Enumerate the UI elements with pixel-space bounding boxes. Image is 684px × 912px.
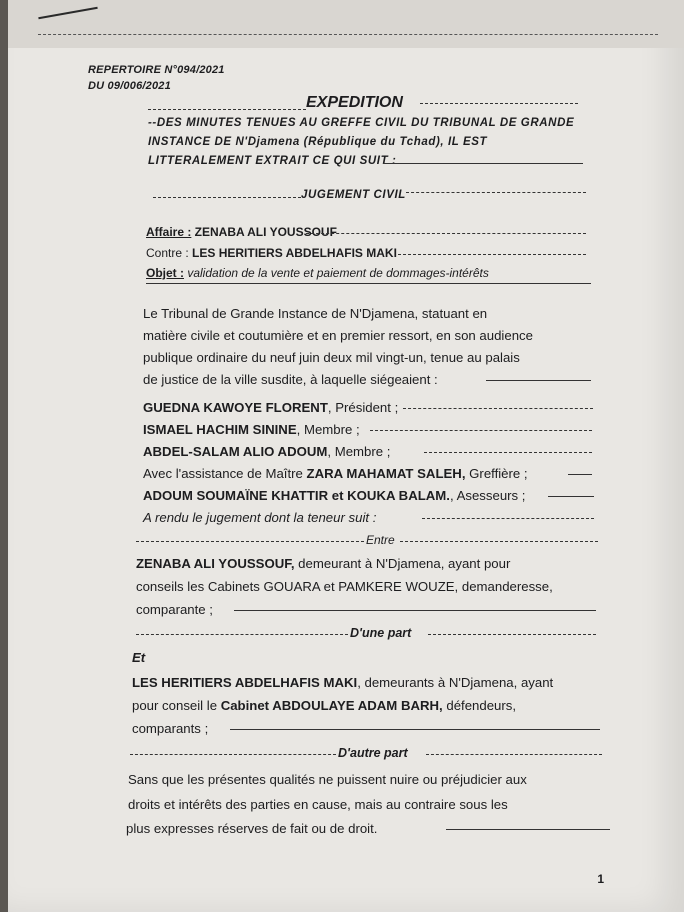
intro-line-2: matière civile et coutumière et en premier ressort, en son audience: [143, 328, 533, 343]
affaire-label: Affaire :: [146, 225, 192, 239]
objet-label: Objet :: [146, 266, 184, 280]
member-1-role: , Président ;: [327, 400, 399, 415]
contre-value: LES HERITIERS ABDELHAFIS MAKI: [192, 246, 397, 260]
affaire-line: [146, 225, 337, 239]
assist-fill: [568, 474, 592, 475]
objet-line: [146, 266, 489, 280]
assessors-line: [143, 488, 525, 503]
party2-rest: , demeurants à N'Djamena, ayant: [357, 675, 554, 690]
member-1: [143, 400, 398, 415]
affaire-value: ZENABA ALI YOUSSOUF: [191, 225, 337, 239]
member-3-role: , Membre ;: [327, 444, 391, 459]
closing-fill: [446, 829, 610, 830]
contre-line: [146, 246, 397, 260]
party2-name: LES HERITIERS ABDELHAFIS MAKI: [132, 675, 358, 690]
party2-post: défendeurs,: [442, 698, 517, 713]
assist-role: Greffière ;: [465, 466, 528, 481]
heading-dash-left: [148, 109, 306, 110]
intro-fill: [486, 380, 591, 381]
assessors-role: , Asesseurs ;: [449, 488, 526, 503]
heading-dash-right: [420, 103, 578, 104]
member-2-role: , Membre ;: [296, 422, 360, 437]
repertoire-date: DU 09/006/2021: [88, 80, 171, 92]
party1-fill: [234, 610, 596, 611]
dautre-dash-right: [426, 754, 602, 755]
objet-underline: [146, 283, 591, 284]
party1-line-3: comparante ;: [136, 602, 213, 617]
et-label: Et: [132, 650, 146, 665]
objet-value: validation de la vente et paiement de dommages-intérêts: [184, 266, 489, 280]
party2-line-2: [132, 698, 516, 713]
closing-line-2: droits et intérêts des parties en cause, mais au contraire sous les: [128, 797, 508, 812]
member-3-name: ABDEL-SALAM ALIO ADOUM: [143, 444, 328, 459]
party2-line-3: comparants ;: [132, 721, 209, 736]
dune-part: D'une part: [350, 626, 412, 640]
assist-line: [143, 466, 528, 481]
assessors-names: ADOUM SOUMAÏNE KHATTIR et KOUKA BALAM.: [143, 488, 450, 503]
party1-name: ZENABA ALI YOUSSOUF,: [136, 556, 295, 571]
member-1-fill: [403, 408, 593, 409]
jugement-title: JUGEMENT CIVIL: [301, 189, 406, 201]
expedition-title: EXPEDITION: [306, 94, 403, 111]
party2-pre: pour conseil le: [132, 698, 221, 713]
member-2-name: ISMAEL HACHIM SININE: [143, 422, 297, 437]
dautre-dash-left: [130, 754, 336, 755]
dune-dash-left: [136, 634, 348, 635]
intro-line-3: publique ordinaire du neuf juin deux mil vingt-un, tenue au palais: [143, 350, 520, 365]
assessors-fill: [548, 496, 594, 497]
contre-fill: [398, 254, 586, 255]
member-2-fill: [370, 430, 592, 431]
top-shadow-band: [8, 0, 684, 48]
preamble-line-3: LITTERALEMENT EXTRAIT CE QUI SUIT :: [148, 155, 397, 167]
member-3: [143, 444, 390, 459]
intro-line-4: de justice de la ville susdite, à laquelle siégeaient :: [143, 372, 438, 387]
assist-prefix: Avec l'assistance de Maître: [143, 466, 307, 481]
preamble-line-1: --DES MINUTES TENUES AU GREFFE CIVIL DU TRIBUNAL DE GRANDE: [148, 117, 575, 129]
rendu-line: A rendu le jugement dont la teneur suit :: [143, 510, 377, 525]
repertoire-number: REPERTOIRE N°094/2021: [88, 64, 225, 76]
member-3-fill: [424, 452, 592, 453]
top-dashed-rule: [38, 34, 658, 35]
closing-line-1: Sans que les présentes qualités ne puissent nuire ou préjudicier aux: [128, 772, 527, 787]
entre-label: Entre: [366, 533, 395, 547]
dautre-part: D'autre part: [338, 746, 408, 760]
party1-text-1: demeurant à N'Djamena, ayant pour: [294, 556, 511, 571]
rendu-fill: [422, 518, 594, 519]
preamble-line-2: INSTANCE DE N'Djamena (République du Tchad), IL EST: [148, 136, 488, 148]
party1-line-2: conseils les Cabinets GOUARA et PAMKERE WOUZE, demanderesse,: [136, 579, 553, 594]
affaire-fill: [306, 233, 586, 234]
document-page: [8, 0, 684, 912]
party2-cabinet: Cabinet ABDOULAYE ADAM BARH,: [220, 698, 443, 713]
member-1-name: GUEDNA KAWOYE FLORENT: [143, 400, 328, 415]
page-number: 1: [597, 872, 604, 886]
party2-line-1: [132, 675, 553, 690]
dune-dash-right: [428, 634, 596, 635]
member-2: [143, 422, 360, 437]
intro-line-1: Le Tribunal de Grande Instance de N'Djamena, statuant en: [143, 306, 488, 321]
entre-dash-right: [400, 541, 598, 542]
closing-line-3: plus expresses réserves de fait ou de droit.: [126, 821, 378, 836]
entre-dash-left: [136, 541, 364, 542]
contre-label: Contre :: [146, 246, 193, 260]
jugement-dash-left: [153, 197, 301, 198]
jugement-dash-right: [406, 192, 586, 193]
preamble-fill: [383, 163, 583, 164]
party2-fill: [230, 729, 600, 730]
assist-name: ZARA MAHAMAT SALEH,: [306, 466, 466, 481]
party1-line-1: [136, 556, 510, 571]
